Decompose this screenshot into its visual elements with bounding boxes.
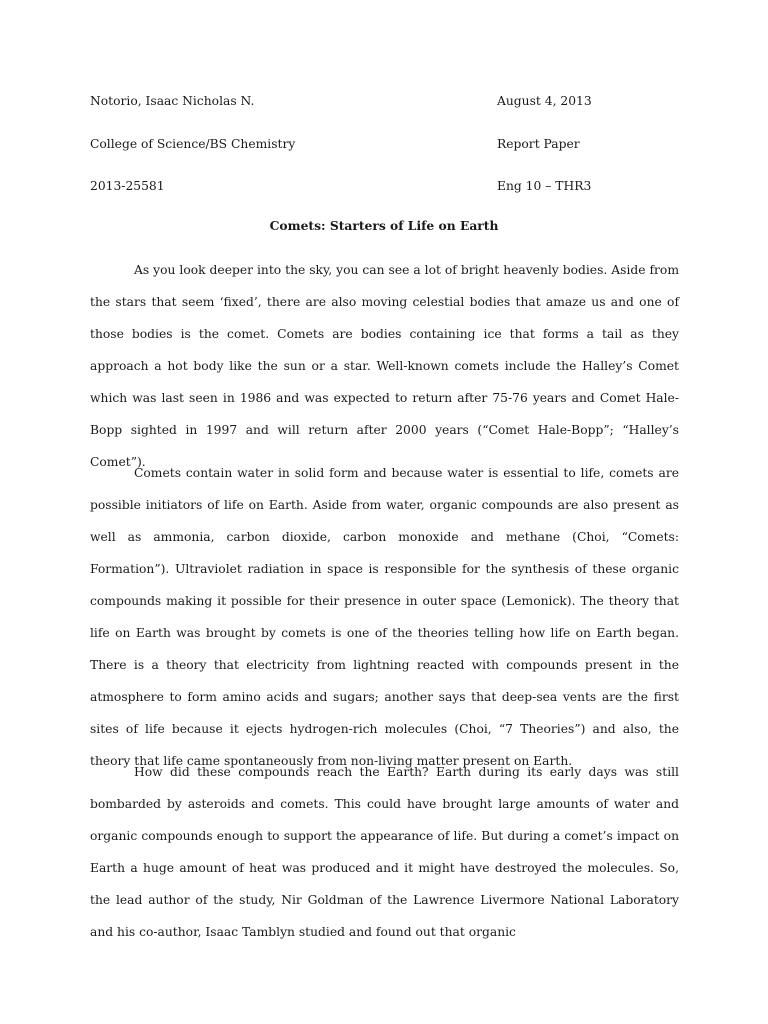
course-section: Eng 10 – THR3 bbox=[497, 179, 592, 193]
body-paragraph: As you look deeper into the sky, you can see a lot of bright heavenly bodies. Aside from the stars that seem ‘fixed’, there are also moving celestial bodies that amaze us and one of those bodies is the comet. Comets are bodies containing ice that forms a tail as they approach a hot body like the sun or a star. Well-known comets include the Halley’s Comet which was last seen in 1986 and was expected to return after 75-76 years and Comet Hale-Bopp sighted in 1997 and will return after 2000 years (“Comet Hale-Bopp”; “Halley’s Comet”). bbox=[90, 263, 679, 469]
essay-title: Comets: Starters of Life on Earth bbox=[269, 218, 499, 233]
document-type: Report Paper bbox=[497, 137, 580, 151]
student-number: 2013-25581 bbox=[90, 179, 165, 193]
report-date: August 4, 2013 bbox=[497, 94, 592, 108]
college-program: College of Science/BS Chemistry bbox=[90, 137, 296, 151]
body-paragraph: Comets contain water in solid form and because water is essential to life, comets are possible initiators of life on Earth. Aside from water, organic compounds are also present as well as ammonia, carbon dioxide, carbon monoxide and methane (Choi, “Comets: Formation”). Ultraviolet radiation in space is responsible for the synthesis of these organic compounds making it possible for their presence in outer space (Lemonick). The theory that life on Earth was brought by comets is one of the theories telling how life on Earth began. There is a theory that electricity from lightning reacted with compounds present in the atmosphere to form amino acids and sugars; another says that deep-sea vents are the first sites of life because it ejects hydrogen-rich molecules (Choi, “7 Theories”) and also, the theory that life came spontaneously from non-living matter present on Earth. bbox=[90, 466, 679, 768]
author-name: Notorio, Isaac Nicholas N. bbox=[90, 94, 255, 108]
body-paragraph: How did these compounds reach the Earth? Earth during its early days was still bombarded by asteroids and comets. This could have brought large amounts of water and organic compounds enough to support the appearance of life. But during a comet’s impact on Earth a huge amount of heat was produced and it might have destroyed the molecules. So, the lead author of the study, Nir Goldman of the Lawrence Livermore National Laboratory and his co-author, Isaac Tamblyn studied and found out that organic bbox=[90, 765, 679, 939]
